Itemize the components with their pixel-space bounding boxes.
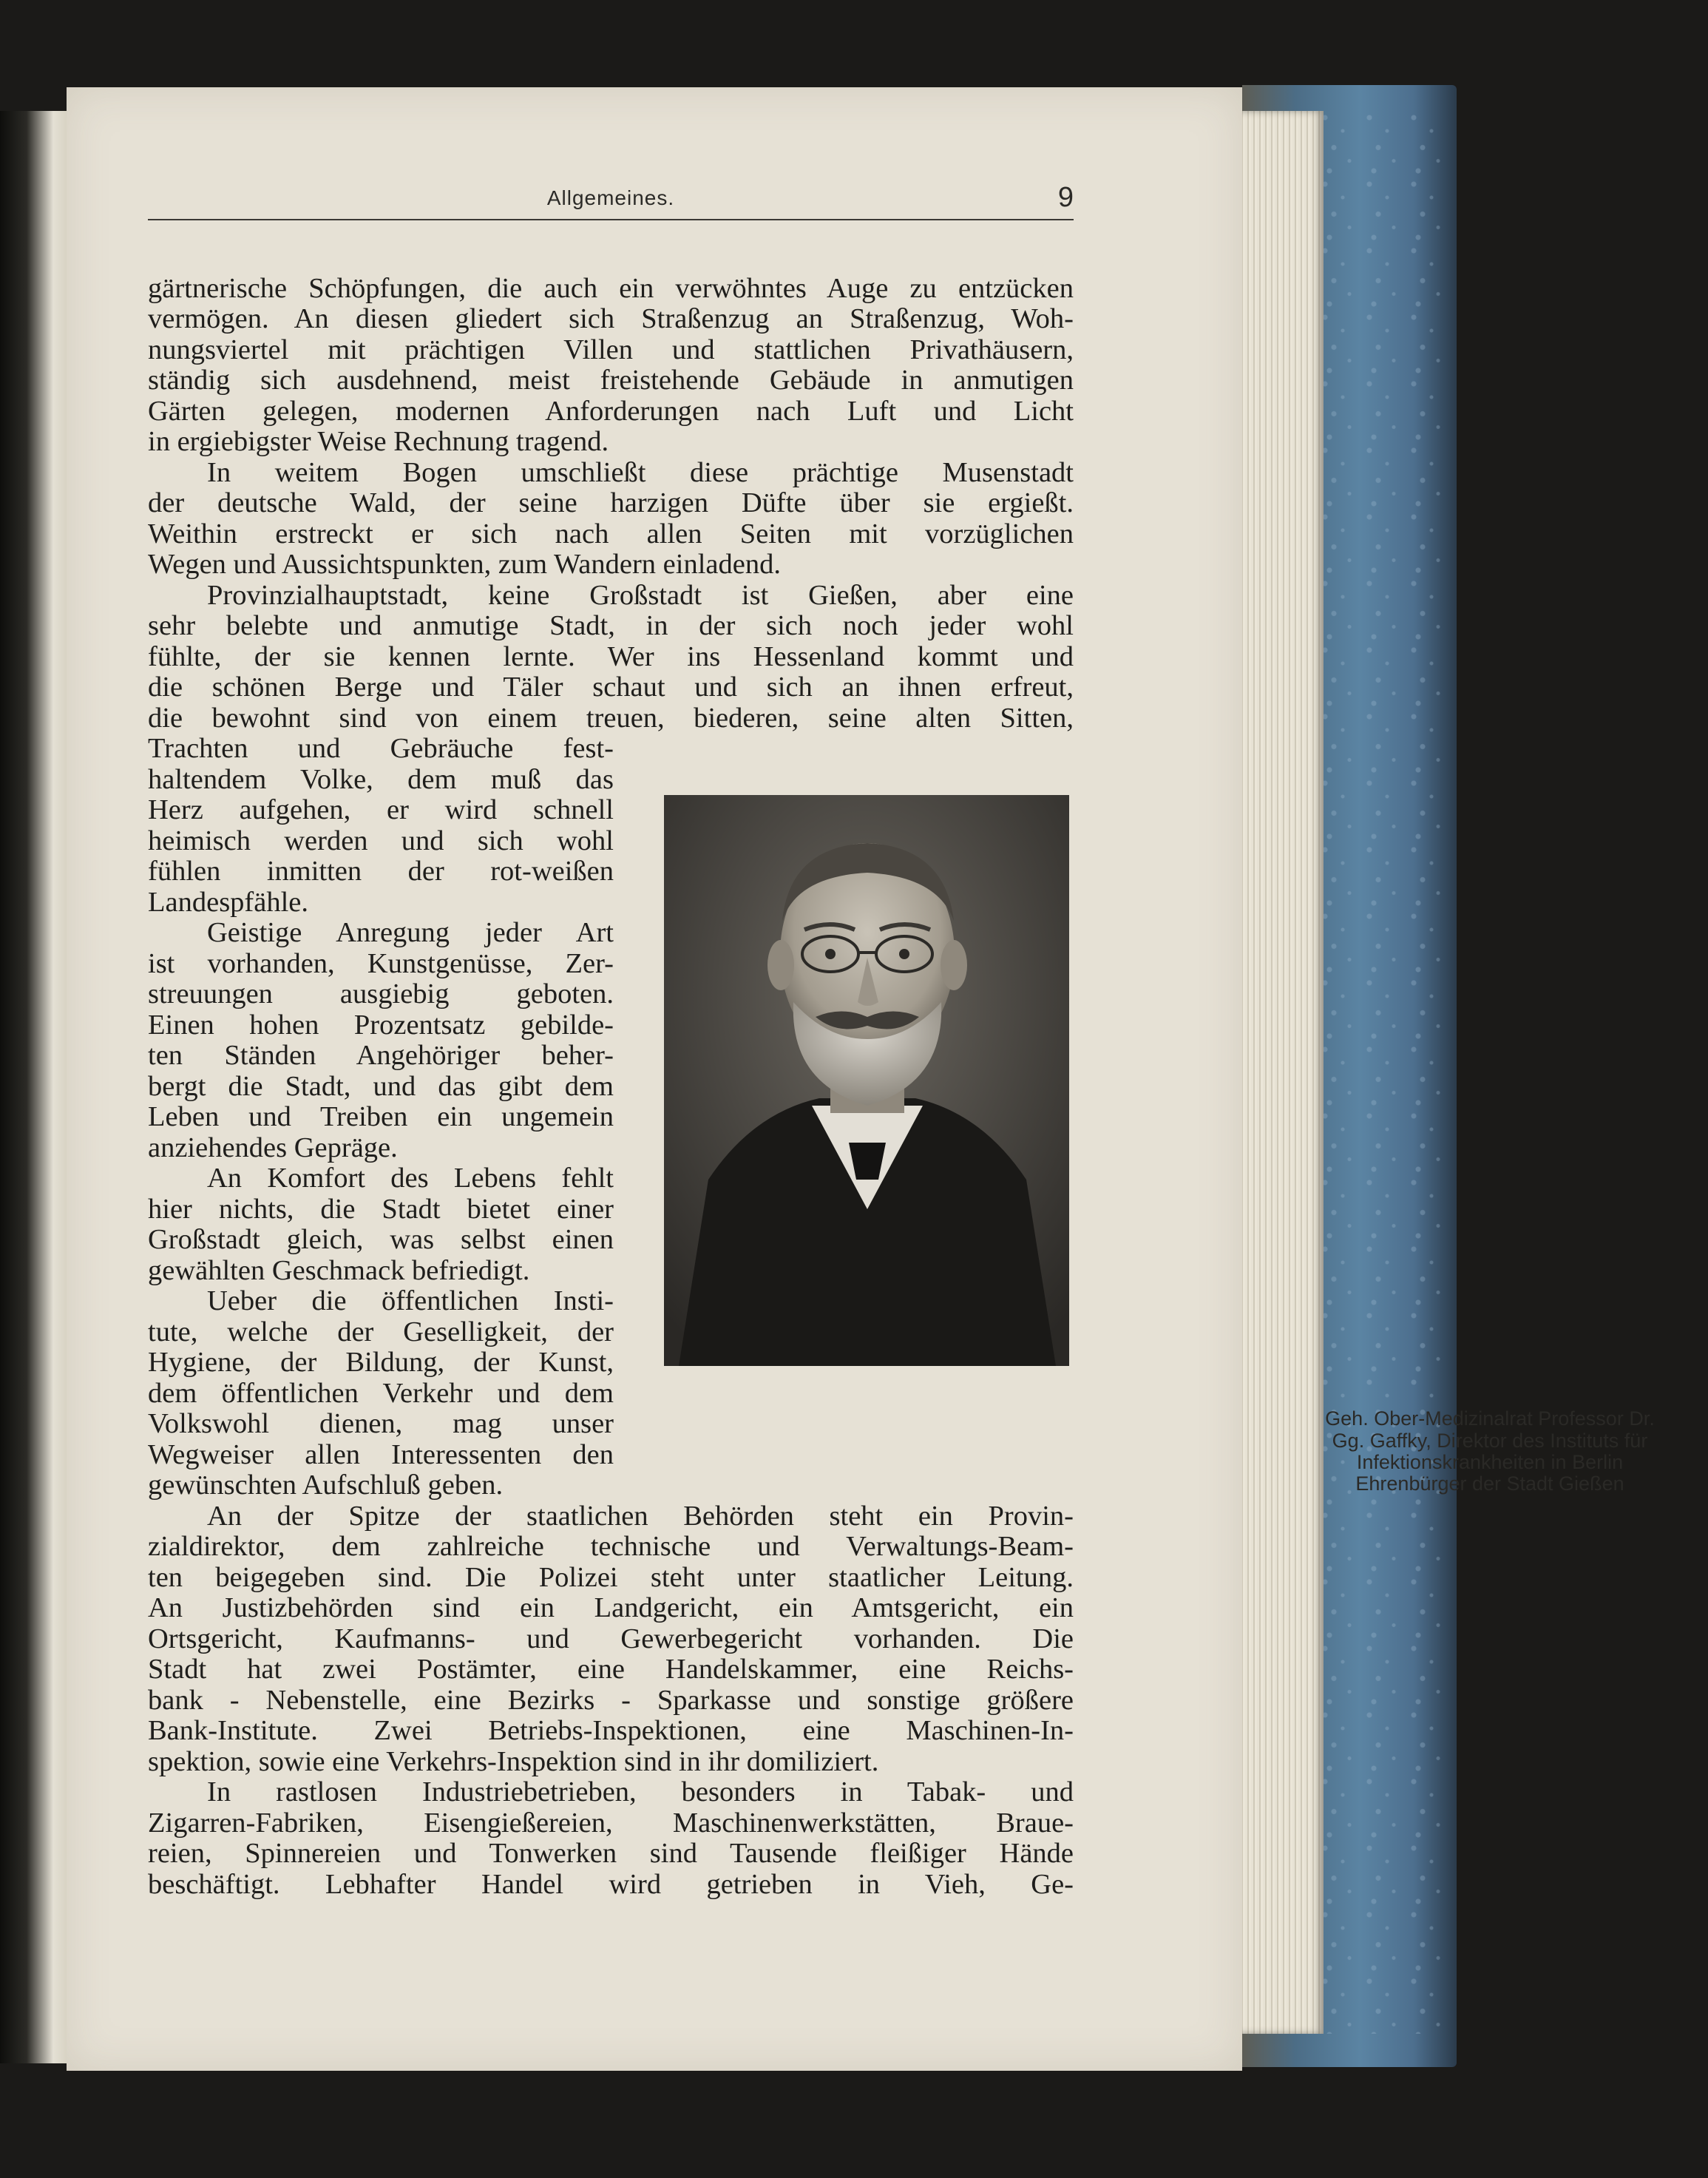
text-line: ist vorhanden, Kunstgenüsse, Zer- [148, 948, 614, 979]
text-line: sehr belebte und anmutige Stadt, in der sich noch jeder wohl [148, 610, 1074, 641]
text-line: zialdirektor, dem zahlreiche technische und Verwaltungs-Beam- [148, 1531, 1074, 1562]
text-line: die schönen Berge und Täler schaut und sich an ihnen erfreut, [148, 672, 1074, 703]
text-line: heimisch werden und sich wohl [148, 825, 614, 856]
text-line: in ergiebigster Weise Rechnung tragend. [148, 426, 609, 457]
text-line: In rastlosen Industriebetrieben, besonders in Tabak- und [207, 1776, 1074, 1807]
text-line: reien, Spinnereien und Tonwerken sind Tausende fleißiger Hände [148, 1838, 1074, 1869]
text-line: ten beigegeben sind. Die Polizei steht unter staatlicher Leitung. [148, 1562, 1074, 1593]
left-page-edge [0, 111, 67, 2063]
text-line: Volkswohl dienen, mag unser [148, 1408, 614, 1439]
text-line: Ortsgericht, Kaufmanns- und Gewerbegericht vorhanden. Die [148, 1623, 1074, 1654]
text-line: die bewohnt sind von einem treuen, biederen, seine alten Sitten, [148, 703, 1074, 734]
text-line: Landespfähle. [148, 887, 308, 918]
caption-line: Gg. Gaffky, Direktor des Instituts für [1332, 1430, 1648, 1452]
cover-pattern [1316, 111, 1449, 2034]
text-line: Weithin erstreckt er sich nach allen Seiten mit vorzüglichen [148, 518, 1074, 549]
page-number: 9 [1057, 182, 1074, 213]
text-line: ten Ständen Angehöriger beher- [148, 1040, 614, 1071]
text-line: Großstadt gleich, was selbst einen [148, 1224, 614, 1255]
caption-line: Infektionskrankheiten in Berlin [1356, 1451, 1624, 1473]
text-line: bank - Nebenstelle, eine Bezirks - Sparkasse und sonstige größere [148, 1685, 1074, 1716]
text-line: Trachten und Gebräuche fest- [148, 733, 614, 764]
text-line: Gärten gelegen, modernen Anforderungen nach Luft und Licht [148, 396, 1074, 427]
text-line: der deutsche Wald, der seine harzigen Düfte über sie ergießt. [148, 487, 1074, 518]
text-line: gärtnerische Schöpfungen, die auch ein verwöhntes Auge zu entzücken [148, 273, 1074, 304]
portrait-illustration [664, 795, 1069, 1366]
text-line: Ueber die öffentlichen Insti- [207, 1285, 614, 1316]
text-line: hier nichts, die Stadt bietet einer [148, 1194, 614, 1225]
text-line: tute, welche der Geselligkeit, der [148, 1316, 614, 1347]
text-line: An der Spitze der staatlichen Behörden steht ein Provin- [207, 1501, 1074, 1532]
text-line: nungsviertel mit prächtigen Villen und stattlichen Privathäusern, [148, 334, 1074, 365]
text-line: Bank-Institute. Zwei Betriebs-Inspektionen, eine Maschinen-In- [148, 1715, 1074, 1746]
text-line: streuungen ausgiebig geboten. [148, 978, 614, 1009]
portrait-photo [664, 795, 1069, 1366]
text-line: gewünschten Aufschluß geben. [148, 1470, 504, 1501]
running-head [148, 182, 1074, 220]
text-line: An Komfort des Lebens fehlt [207, 1163, 614, 1194]
text-line: Herz aufgehen, er wird schnell [148, 794, 614, 825]
text-line: Einen hohen Prozentsatz gebilde- [148, 1009, 614, 1041]
text-line: haltendem Volke, dem muß das [148, 764, 614, 795]
text-line: anziehendes Gepräge. [148, 1132, 398, 1163]
text-line: spektion, sowie eine Verkehrs-Inspektion sind in ihr domiliziert. [148, 1746, 879, 1777]
running-title: Allgemeines. [546, 186, 675, 209]
text-line: Geistige Anregung jeder Art [207, 917, 614, 948]
text-line: fühlen inmitten der rot-weißen [148, 856, 614, 887]
text-line: Hygiene, der Bildung, der Kunst, [148, 1347, 614, 1378]
text-line: Provinzialhauptstadt, keine Großstadt ist Gießen, aber eine [207, 580, 1074, 611]
text-line: In weitem Bogen umschließt diese prächtige Musenstadt [207, 457, 1074, 488]
text-line: beschäftigt. Lebhafter Handel wird getrieben in Vieh, Ge- [148, 1869, 1074, 1900]
text-line: Leben und Treiben ein ungemein [148, 1101, 614, 1132]
caption-line: Geh. Ober-Medizinalrat Professor Dr. [1325, 1407, 1655, 1430]
text-line: Wegen und Aussichtspunkten, zum Wandern einladend. [148, 549, 781, 580]
caption-line: Ehrenbürger der Stadt Gießen [1355, 1472, 1624, 1495]
text-line: bergt die Stadt, und das gibt dem [148, 1071, 614, 1102]
text-line: gewählten Geschmack befriedigt. [148, 1255, 530, 1286]
text-line: dem öffentlichen Verkehr und dem [148, 1378, 614, 1409]
text-line: vermögen. An diesen gliedert sich Straßenzug an Straßenzug, Woh- [148, 303, 1074, 334]
text-line: Stadt hat zwei Postämter, eine Handelskammer, eine Reichs- [148, 1654, 1074, 1685]
text-line: An Justizbehörden sind ein Landgericht, ein Amtsgericht, ein [148, 1592, 1074, 1623]
text-line: ständig sich ausdehnend, meist freistehende Gebäude in anmutigen [148, 365, 1074, 396]
text-line: Wegweiser allen Interessenten den [148, 1439, 614, 1470]
text-line: fühlte, der sie kennen lernte. Wer ins Hessenland kommt und [148, 641, 1074, 672]
text-line: Zigarren-Fabriken, Eisengießereien, Maschinenwerkstätten, Braue- [148, 1807, 1074, 1839]
